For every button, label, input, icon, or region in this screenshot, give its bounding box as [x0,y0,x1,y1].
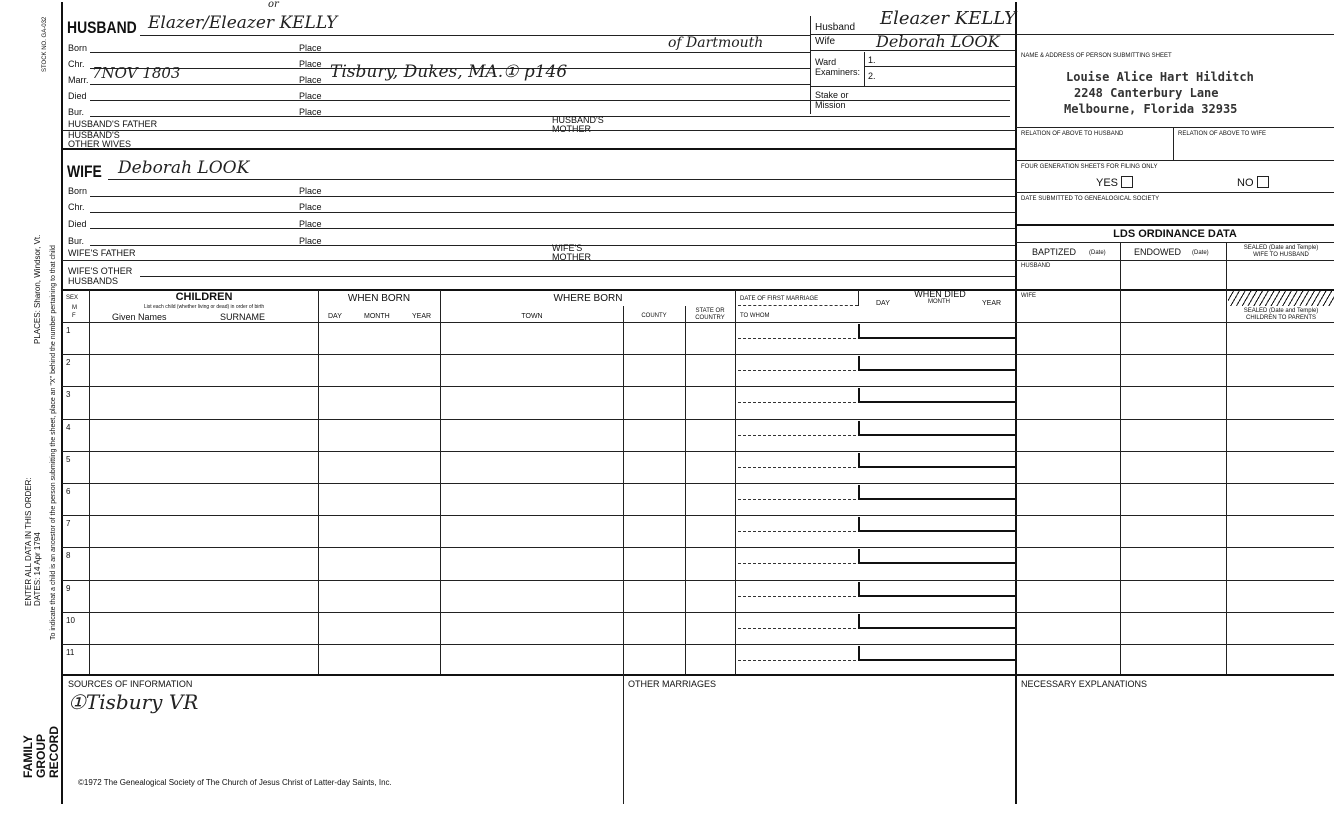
wife-father-label: WIFE'S FATHER [68,248,136,258]
child-row-line [62,483,1334,484]
col-sex: SEX [66,295,79,301]
wife-heading: WIFE [67,162,102,181]
tbl-header-end [62,322,1334,323]
tr-examiner-1: 1. [868,55,876,65]
husband-other-wives-1: HUSBAND'S [68,130,120,140]
wife-name: Deborah LOOK [118,158,250,178]
wife-other-husbands-2: HUSBANDS [68,276,119,286]
other-marriages-label: OTHER MARRIAGES [628,679,717,689]
submitter-box-end [1016,127,1334,128]
child-row-number: 5 [66,455,71,464]
enter-all-note: ENTER ALL DATA IN THIS ORDER: [24,477,33,606]
wife-chr-place-label: Place [299,202,322,212]
child-died-bracket [858,356,860,370]
col-born-day: DAY [328,313,342,320]
child-row-line [62,354,1334,355]
wife-born-line [90,196,1015,197]
husband-born-place-label: Place [299,43,322,53]
husband-marr-place-label: Place [299,75,322,85]
child-died-line [858,595,1015,597]
col-sex-m: M [72,305,77,311]
child-died-line [858,401,1015,403]
child-row-number: 8 [66,551,71,560]
col-when-died: WHEN DIED [914,289,966,299]
child-row-number: 4 [66,423,71,432]
child-marriage-dash [738,660,856,661]
wife-chr-label: Chr. [68,202,85,212]
tr-examiners-label: Examiners: [815,67,861,77]
child-row-number: 10 [66,616,75,625]
husband-born-line [90,52,810,53]
child-died-line [858,530,1015,532]
col-surname: SURNAME [220,312,266,322]
child-died-bracket [858,453,860,467]
tbl-col-born [318,290,319,674]
places-note: PLACES: Sharon, Windsor, Vt. [33,234,42,344]
col-children-sub: List each child (whether living or dead) in order of birth [143,304,265,310]
husband-born-label: Born [68,43,88,53]
col-when-born: WHEN BORN [347,293,411,304]
child-died-line [858,659,1015,661]
husband-bur-line [90,116,1010,117]
form-right-column-border [1015,2,1017,804]
child-row-line [62,612,1334,613]
lds-sealed-children-1: SEALED (Date and Temple) [1243,308,1319,314]
child-row-line [62,515,1334,516]
child-row-number: 9 [66,584,71,593]
child-died-bracket [858,324,860,338]
sources-label: SOURCES OF INFORMATION [68,679,193,689]
child-marriage-dash [738,435,856,436]
wife-name-line [108,179,1015,180]
child-died-bracket [858,646,860,660]
husband-bur-place-label: Place [299,107,322,117]
lds-title-line [1016,242,1334,243]
wife-mother-label-2: MOTHER [552,252,591,262]
lds-col-1 [1120,242,1121,674]
husband-section-end [62,148,1015,150]
tbl-col-died [858,290,859,306]
wife-section-end [62,289,1334,291]
husband-name: Elazer/Eleazer KELLY [148,13,338,33]
tr-examiner-2: 2. [868,71,876,81]
col-first-marriage-dash [738,305,858,306]
husband-father-label: HUSBAND'S FATHER [68,119,158,129]
four-gen-label: FOUR GENERATION SHEETS FOR FILING ONLY [1021,164,1158,170]
child-row-line [62,386,1334,387]
lds-col-2 [1226,242,1227,674]
tr-wife-line [810,50,1015,51]
submitter-line-2: 2248 Canterbury Lane [1074,86,1219,100]
four-gen-no-label: NO [1237,177,1254,189]
child-row-number: 1 [66,326,71,335]
stock-number: STOCK NO. GA-032 [42,16,48,72]
wife-other-husbands-1: WIFE'S OTHER [68,266,133,276]
col-children: CHILDREN [175,291,233,303]
husband-died-label: Died [68,91,87,101]
tr-husband-label: Husband [815,22,856,33]
four-gen-no-checkbox[interactable] [1257,176,1269,188]
tr-wife-name: Deborah LOOK [876,32,1000,51]
lds-sealed-wife-1: SEALED (Date and Temple) [1243,245,1319,251]
child-died-line [858,466,1015,468]
husband-marr-place: Tisbury, Dukes, MA.① p146 [330,62,568,82]
husband-bur-label: Bur. [68,107,85,117]
child-row-line [62,419,1334,420]
col-where-born: WHERE BORN [553,293,623,304]
tbl-col-where [440,290,441,674]
relation-divider [1173,127,1174,160]
child-died-line [858,562,1015,564]
husband-died-line [90,100,1010,101]
submitter-label: NAME & ADDRESS OF PERSON SUBMITTING SHEET [1021,53,1172,59]
child-marriage-dash [738,596,856,597]
lds-baptized: BAPTIZED [1032,247,1077,257]
child-row-number: 3 [66,390,71,399]
explanations-label: NECESSARY EXPLANATIONS [1021,679,1148,689]
husband-parents-line [62,130,1015,131]
lds-sealed-children-2: CHILDREN TO PARENTS [1245,315,1316,321]
husband-other-wives-2: OTHER WIVES [68,139,132,149]
husband-marr-date: 7NOV 1803 [92,64,181,82]
col-died-day: DAY [876,300,890,307]
wife-other-husbands-line [140,276,1015,277]
col-county: COUNTY [641,313,667,319]
tbl-col-state [685,306,686,674]
submitter-line-1: Louise Alice Hart Hilditch [1066,70,1254,84]
wife-mother-label-1: WIFE'S [552,243,583,253]
child-died-line [858,498,1015,500]
tr-stake-label: Stake or [815,90,849,100]
wife-died-label: Died [68,219,87,229]
child-marriage-dash [738,467,856,468]
four-gen-end [1016,192,1334,193]
husband-mother-label-2: MOTHER [552,124,591,134]
husband-marr-line [90,84,810,85]
tr-husband-name: Eleazer KELLY [880,8,1016,29]
wife-born-place-label: Place [299,186,322,196]
form-left-border [61,2,63,804]
child-row-line [62,580,1334,581]
relation-end [1016,160,1334,161]
copyright: ©1972 The Genealogical Society of The Church of Jesus Christ of Latter-day Saints, Inc. [78,778,392,787]
col-born-year: YEAR [412,313,432,320]
date-submitted-label: DATE SUBMITTED TO GENEALOGICAL SOCIETY [1021,196,1160,202]
child-died-line [858,627,1015,629]
wife-chr-line [90,212,1015,213]
col-died-year: YEAR [982,300,1002,307]
child-died-bracket [858,614,860,628]
date-submitted-end [1016,224,1334,226]
lds-sealed-wife-2: WIFE TO HUSBAND [1253,252,1309,258]
dates-note: DATES: 14 Apr 1794 [33,532,42,606]
lds-title: LDS ORDINANCE DATA [1113,228,1237,240]
wife-bur-place-label: Place [299,236,322,246]
submitter-line-3: Melbourne, Florida 32935 [1064,102,1238,116]
four-gen-yes-label: YES [1096,177,1119,189]
col-sex-f: F [72,313,76,319]
tbl-col-marriage [735,290,736,674]
child-died-bracket [858,582,860,596]
husband-marr-label: Marr. [68,75,89,85]
husband-chr-label: Chr. [68,59,85,69]
ward-divider [864,52,865,86]
col-born-month: MONTH [364,313,390,320]
child-marriage-dash [738,563,856,564]
child-marriage-dash [738,531,856,532]
col-state-1: STATE OR [695,308,725,314]
form-title-family: FAMILY [21,735,35,778]
husband-chr-place-label: Place [299,59,322,69]
child-marriage-dash [738,628,856,629]
child-row-number: 6 [66,487,71,496]
child-row-number: 11 [66,648,75,657]
lds-wife-sealing-hatch [1228,291,1334,306]
tr-mission-label: Mission [815,100,846,110]
child-row-line [62,451,1334,452]
form-title-record: RECORD [47,725,61,778]
wife-born-label: Born [68,186,88,196]
husband-heading: HUSBAND [67,18,137,37]
child-row-line [62,547,1334,548]
sources-divider [623,674,624,804]
lds-endowed: ENDOWED [1134,247,1181,257]
wife-parents-line [62,260,1334,261]
indicate-note: To indicate that a child is an ancestor of the person submitting the sheet, place an "X" behind the number pertaining to that child [50,245,57,640]
lds-baptized-date: (Date) [1089,250,1106,256]
child-died-bracket [858,549,860,563]
husband-name-note: or [268,0,279,10]
child-row-number: 2 [66,358,71,367]
tbl-col-sex [89,290,90,674]
sources-text: ①Tisbury VR [68,690,199,714]
col-town: TOWN [521,313,543,320]
husband-mother-label-1: HUSBAND'S [552,115,604,125]
husband-died-place-label: Place [299,91,322,101]
tbl-col-county [623,306,624,674]
tr-wife-label: Wife [815,36,835,47]
relation-wife-label: RELATION OF ABOVE TO WIFE [1178,131,1267,137]
col-first-marriage: DATE OF FIRST MARRIAGE [740,296,819,302]
tr-ward-label: Ward [815,57,837,67]
four-gen-yes-checkbox[interactable] [1121,176,1133,188]
child-died-bracket [858,517,860,531]
col-given-names: Given Names [112,312,167,322]
col-state-2: COUNTRY [695,315,725,321]
form-title-group: GROUP [34,733,48,778]
lds-husband-label: HUSBAND [1021,263,1051,269]
child-died-line [858,337,1015,339]
wife-died-line [90,228,1015,229]
col-died-month: MONTH [928,299,950,305]
lds-endowed-date: (Date) [1192,250,1209,256]
table-end [62,674,1334,676]
tr-ward-end [810,86,1015,87]
child-marriage-dash [738,499,856,500]
husband-of-place: of Dartmouth [668,35,764,51]
lds-wife-label: WIFE [1021,293,1036,299]
child-died-line [858,369,1015,371]
tr-examiner-1-line [864,66,1015,67]
wife-bur-label: Bur. [68,236,85,246]
child-died-line [858,434,1015,436]
child-row-number: 7 [66,519,71,528]
child-marriage-dash [738,338,856,339]
wife-died-place-label: Place [299,219,322,229]
child-row-line [62,644,1334,645]
child-died-bracket [858,485,860,499]
col-to-whom: TO WHOM [740,313,770,319]
child-marriage-dash [738,370,856,371]
child-died-bracket [858,388,860,402]
child-died-bracket [858,421,860,435]
child-marriage-dash [738,402,856,403]
relation-husband-label: RELATION OF ABOVE TO HUSBAND [1021,131,1124,137]
